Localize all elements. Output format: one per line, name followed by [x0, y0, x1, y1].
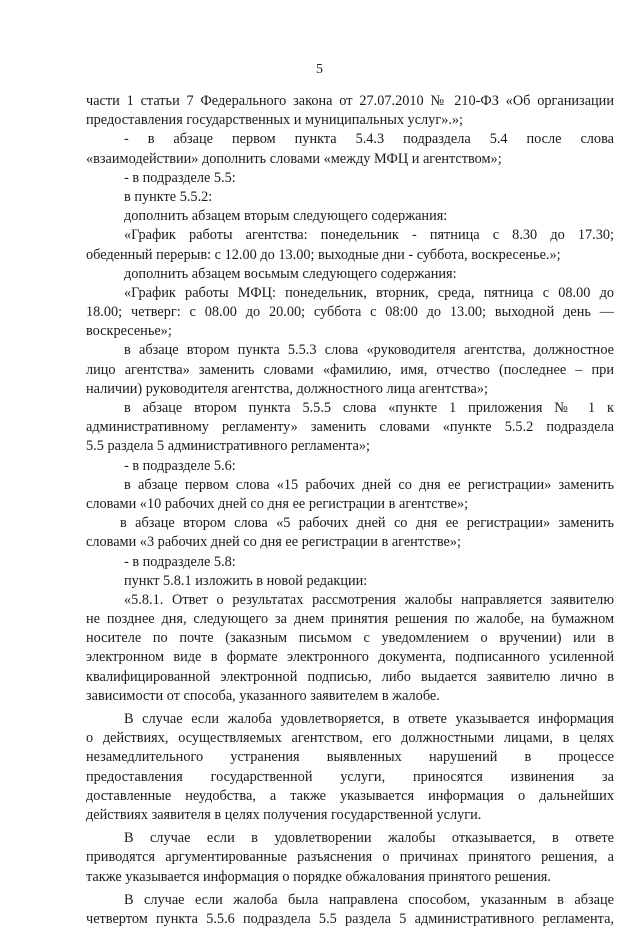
text-line: также указывается информация о порядке обжалования принятого решения.: [86, 868, 551, 885]
document-body: [86, 92, 614, 929]
text-line: в абзаце втором слова «5 рабочих дней со дня ее регистрации» заменить: [120, 515, 614, 532]
text-line: В случае если жалоба удовлетворяется, в ответе указывается информация: [124, 711, 614, 727]
text-line: «График работы МФЦ: понедельник, вторник, среда, пятница с 08.00 до: [124, 284, 614, 301]
text-line: - в абзаце первом пункта 5.4.3 подраздела 5.4 после слова: [124, 131, 614, 148]
text-line: действиях заявителя в целях получения государственной услуги.: [86, 806, 482, 823]
text-line: лицо агентства» заменить словами «фамилию, имя, отчество (последнее – при: [86, 361, 614, 378]
text-line: не позднее дня, следующего за днем принятия решения по жалобе, на бумажном: [86, 611, 614, 628]
text-line: в абзаце втором пункта 5.5.5 слова «пункте 1 приложения № 1 к: [124, 400, 614, 416]
text-line: В случае если в удовлетворении жалобы отказывается, в ответе: [124, 830, 614, 847]
text-line: предоставления государственных и муниципальных услуг».»;: [86, 112, 464, 129]
text-line: незамедлительного устранения выявленных нарушений в процессе: [86, 749, 614, 766]
text-line: в пункте 5.5.2:: [124, 188, 213, 205]
text-line: зависимости от способа, указанного заявителем в жалобе.: [86, 687, 440, 704]
text-line: наличии) руководителя агентства, должностного лица агентства»;: [86, 380, 488, 397]
text-line: «5.8.1. Ответ о результатах рассмотрения жалобы направляется заявителю: [124, 591, 614, 608]
text-line: четвертом пункта 5.5.6 подраздела 5.5 раздела 5 административного регламента,: [86, 910, 614, 927]
text-line: «взаимодействии» дополнить словами «между МФЦ и агентством»;: [86, 150, 502, 167]
text-line: носителе по почте (заказным письмом с уведомлением о вручении) или в: [86, 630, 614, 647]
text-line: доставленные неудобства, а также указывается информация о дальнейших: [86, 787, 614, 804]
text-line: В случае если жалоба была направлена способом, указанным в абзаце: [124, 891, 614, 908]
text-line: - в подразделе 5.5:: [124, 169, 236, 186]
text-line: о действиях, осуществляемых агентством, его должностными лицами, в целях: [86, 730, 614, 747]
text-line: дополнить абзацем восьмым следующего содержания:: [124, 265, 457, 282]
text-line: электронном виде в формате электронного документа, подписанного усиленной: [86, 649, 614, 666]
text-line: обеденный перерыв: с 12.00 до 13.00; выходные дни - суббота, воскресенье.»;: [86, 246, 561, 263]
text-line: дополнить абзацем вторым следующего содержания:: [124, 208, 448, 225]
text-line: квалифицированной электронной подписью, либо выдается заявителю лично в: [86, 668, 614, 685]
text-line: - в подразделе 5.6:: [124, 457, 236, 474]
text-line: административному регламенту» заменить словами «пункте 5.5.2 подраздела: [86, 419, 614, 436]
text-line: - в подразделе 5.8:: [124, 553, 236, 570]
text-line: приводятся аргументированные разъяснения о причинах принятого решения, а: [86, 849, 614, 866]
text-line: предоставления государственной услуги, приносятся извинения за: [86, 768, 614, 785]
text-line: в абзаце первом слова «15 рабочих дней со дня ее регистрации» заменить: [124, 476, 614, 493]
text-line: воскресенье»;: [86, 323, 172, 340]
text-line: части 1 статьи 7 Федерального закона от 27.07.2010 № 210-ФЗ «Об организации: [86, 93, 614, 109]
text-line: «График работы агентства: понедельник - пятница с 8.30 до 17.30;: [124, 227, 614, 244]
text-line: в абзаце втором пункта 5.5.3 слова «руководителя агентства, должностное: [124, 342, 614, 359]
page-number: 5: [316, 62, 323, 77]
text-line: словами «10 рабочих дней со дня ее регистрации в агентстве»;: [86, 495, 469, 512]
text-line: словами «3 рабочих дней со дня ее регистрации в агентстве»;: [86, 534, 461, 551]
text-line: пункт 5.8.1 изложить в новой редакции:: [124, 572, 368, 589]
text-line: 5.5 раздела 5 административного регламента»;: [86, 438, 370, 455]
text-line: 18.00; четверг: с 08.00 до 20.00; суббота с 08:00 до 13.00; выходной день —: [86, 304, 614, 321]
